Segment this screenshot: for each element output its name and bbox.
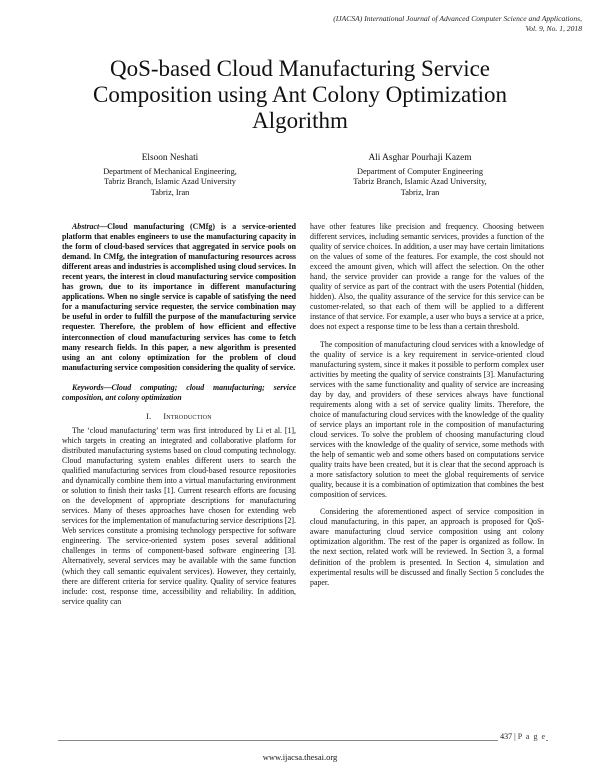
section-title-rest: ntroduction — [166, 411, 212, 421]
section-heading-introduction — [62, 412, 296, 422]
author-affiliation-department: Department of Mechanical Engineering, — [103, 166, 237, 176]
page-label: P a g e — [517, 732, 546, 741]
paragraph: have other features like precision and frequency. Choosing between different services, including semantic services, provides a function of the quality of service choices. In addition, a user may have certain limitations on the values of some of the features. For example, the cost should not exceed the amount given, which will affect the selection. On the other hand, the service provider can provide a range for the values of the quality of service as part of the contract with the users Potential (hidden, hidden). Also, the quality assurance of the service for this service can be customer-related, so that each of them will be applied to a different instance of that service. For example, a user who buys a service at a price, does not expect a response time to be less than a certain threshold. — [310, 222, 544, 332]
title-line-3: Algorithm — [252, 108, 348, 133]
keywords-text: —Cloud computing; cloud manufacturing; service composition, ant colony optimization — [62, 382, 296, 402]
left-column — [62, 222, 296, 614]
author-block-1 — [70, 153, 270, 198]
title-line-1: QoS-based Cloud Manufacturing Service — [109, 56, 491, 81]
page-number — [498, 732, 546, 741]
author-block-2 — [320, 153, 520, 198]
paragraph: The ‘cloud manufacturing’ term was first introduced by Li et al. [1], which targets in creating an integrated and collaborative platform for distributed manufacturing systems based on cloud computing technology. Cloud manufacturing system enables different users to search the qualified manufacturing services from cloud-based resource repositories and dynamically combine them into a virtual manufacturing environment or solution to finish their tasks [1]. Current research efforts are focusing on the development of appropriate descriptions for manufacturing services. Many of theses approaches have chosen for extending web services for the implementation of manufacturing service descriptions [2]. Web services constitute a promising technology perspective for software engineering. The service-oriented system poses several additional challenges in terms of component-based software engineering [3]. Alternatively, several services may be available with the same function (which they call semantic equivalent services). However, they certainly, there are different criteria for service quality. Quality of service features include: cost, response time, accessibility and reliability. In addition, service quality can — [62, 425, 296, 606]
page-number-separator: | — [514, 732, 516, 741]
keywords-label: Keywords — [72, 382, 104, 392]
keywords — [62, 383, 296, 403]
author-name: Ali Asghar Pourhaji Kazem — [368, 153, 472, 163]
journal-volume-line: Vol. 9, No. 1, 2018 — [525, 23, 582, 33]
paper-title — [40, 56, 560, 134]
author-affiliation-city: Tabriz, Iran — [400, 187, 440, 197]
paragraph: The composition of manufacturing cloud services with a knowledge of the quality of service is a key requirement in service-oriented cloud manufacturing system, since it makes it possible to perform complex user activities by meeting the quality of service constraints [3]. Manufacturing services with the same functionality and quality of service are increasing day by day, and providers of these services always have functional requirements along with a set of service quality limits. Therefore, the choice of manufacturing cloud services with the knowledge of the quality of service plays an important role in the composition of manufacturing cloud services. To solve the problem of choosing manufacturing cloud services with the knowledge of the quality of service, some methods with the help of semantic web and some others based on computations service quality traits have been created, but it is clear that the second approach is a more satisfactory solution to meet the global requirements of service quality, because it is a combination of optimization that combines the best composition of services. — [310, 339, 544, 500]
journal-header — [333, 14, 582, 33]
page-number-value: 437 — [500, 732, 513, 741]
abstract-label: Abstract — [72, 222, 100, 231]
journal-website: www.ijacsa.thesai.org — [262, 752, 338, 762]
section-title-initial: I — [163, 411, 167, 421]
section-number: I. — [146, 411, 152, 421]
author-affiliation-department: Department of Computer Engineering — [356, 166, 484, 176]
author-name: Elsoon Neshati — [141, 153, 199, 163]
author-affiliation-university: Tabriz Branch, Islamic Azad University, — [353, 177, 487, 186]
paragraph: Considering the aforementioned aspect of service composition in cloud manufacturing, in this paper, an approach is proposed for QoS-aware manufacturing cloud service composition using ant colony optimization algorithm. The rest of the paper is organized as follow. In the next section, related work will be reviewed. In Section 3, a formal definition of the problem is presented. In Section 4, simulation and experimental results will be discussed and finally Section 5 concludes the paper. — [310, 507, 544, 587]
title-line-2: Composition using Ant Colony Optimization — [92, 82, 508, 107]
author-affiliation-city: Tabriz, Iran — [150, 187, 190, 197]
footer-rule — [58, 740, 548, 741]
journal-name-line: (IJACSA) International Journal of Advanced Computer Science and Applications, — [333, 14, 582, 23]
abstract — [62, 222, 296, 373]
abstract-text: —Cloud manufacturing (CMfg) is a service-oriented platform that enables engineers to use the manufacturing capacity in the form of cloud-based services that aggregated in service pools on demand. In CMfg, the integration of manufacturing resources across different areas and industries is accomplished using cloud services. In recent years, the interest in cloud manufacturing service composition has grown, due to its importance in different manufacturing applications. When no single service is capable of satisfying the need for a manufacturing service requester, the service combination may be useful in order to fulfill the purpose of the manufacturing service requester. Therefore, the problem of how efficient and effective interconnection of cloud manufacturing services has come to fetch many research fields. In this paper, a new algorithm is presented using an ant colony optimization for the problem of cloud manufacturing service composition considering the quality of service. — [62, 222, 296, 372]
author-affiliation-university: Tabriz Branch, Islamic Azad University — [104, 177, 236, 186]
right-column — [310, 222, 544, 595]
